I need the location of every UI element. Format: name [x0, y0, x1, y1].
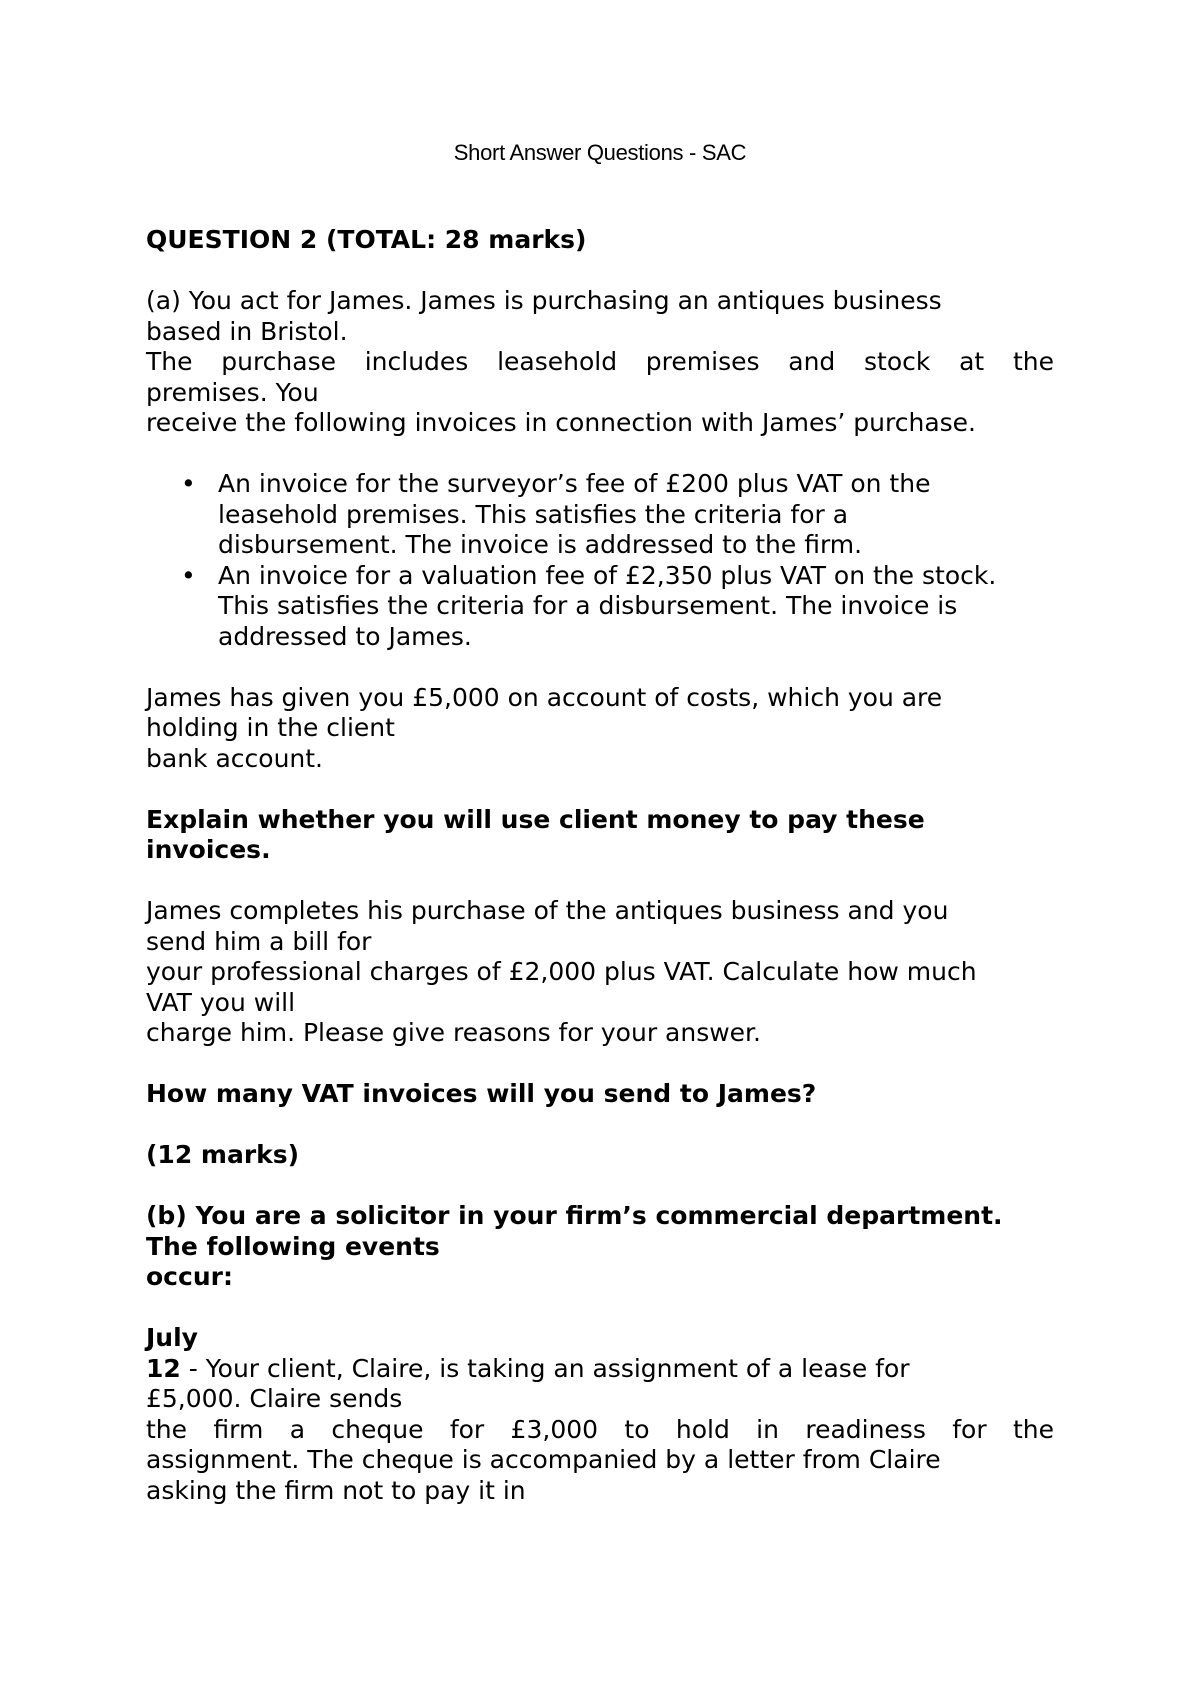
completion-line: VAT you will [146, 987, 296, 1017]
completion-line: charge him. Please give reasons for your answer. [146, 1018, 761, 1047]
completion-line: James completes his purchase of the antiques business and you [146, 896, 949, 925]
completion-line: send him a bill for [146, 926, 372, 956]
bullet-icon: • [181, 560, 196, 590]
document-page [146, 138, 1054, 1506]
event-line: £5,000. Claire sends [146, 1384, 403, 1413]
vat-invoices-question: How many VAT invoices will you send to James? [146, 1079, 817, 1108]
completion-line: your professional charges of £2,000 plus VAT. Calculate how much [146, 957, 977, 986]
invoice-list [146, 469, 1054, 652]
event-line: asking the firm not to pay it in [146, 1475, 526, 1505]
list-item-line: This satisfies the criteria for a disbursement. The invoice is [218, 591, 958, 620]
event-section [146, 1323, 1054, 1506]
page-header: Short Answer Questions - SAC [453, 140, 747, 165]
costs-line: James has given you £5,000 on account of costs, which you are [146, 682, 943, 712]
event-month: July [146, 1323, 198, 1352]
part-a-line: The purchase includes leasehold premises and stock at the [146, 347, 1054, 376]
list-item-line: leasehold premises. This satisfies the criteria for a [218, 499, 849, 529]
event-line: assignment. The cheque is accompanied by a letter from Claire [146, 1445, 941, 1474]
costs-paragraph [146, 683, 1054, 775]
explain-question [146, 805, 1054, 866]
event-line: the firm a cheque for £3,000 to hold in readiness for the [146, 1414, 1054, 1444]
completion-paragraph [146, 896, 1054, 1049]
list-item-line: disbursement. The invoice is addressed to the firm. [218, 530, 863, 559]
explain-line: Explain whether you will use client money to pay these [146, 804, 925, 834]
part-a-line: based in Bristol. [146, 316, 348, 346]
list-item-line: An invoice for the surveyor’s fee of £200 plus VAT on the [218, 469, 931, 498]
event-day: 12 [146, 1353, 181, 1383]
explain-line: invoices. [146, 835, 271, 864]
event-text: - Your client, Claire, is taking an assignment of a lease for [180, 1353, 910, 1383]
part-b-intro [146, 1201, 1054, 1293]
list-item-line: An invoice for a valuation fee of £2,350 plus VAT on the stock. [218, 560, 997, 590]
part-b-line: The following events [146, 1231, 440, 1261]
list-item-line: addressed to James. [218, 621, 472, 651]
part-b-line: occur: [146, 1262, 233, 1291]
part-a-line: premises. You [146, 377, 319, 407]
part-a-marks: (12 marks) [146, 1140, 300, 1169]
event-line [146, 1354, 1054, 1385]
list-item [146, 469, 1054, 561]
part-a-intro [146, 286, 1054, 439]
part-b-line: (b) You are a solicitor in your firm’s commercial department. [146, 1201, 1003, 1230]
question-title: QUESTION 2 (TOTAL: 28 marks) [146, 225, 587, 254]
costs-line: holding in the client [146, 713, 395, 742]
list-item [146, 561, 1054, 653]
part-a-line: receive the following invoices in connection with James’ purchase. [146, 408, 977, 437]
bullet-icon: • [181, 469, 196, 498]
part-a-line: (a) You act for James. James is purchasing an antiques business [146, 286, 942, 315]
costs-line: bank account. [146, 743, 324, 773]
